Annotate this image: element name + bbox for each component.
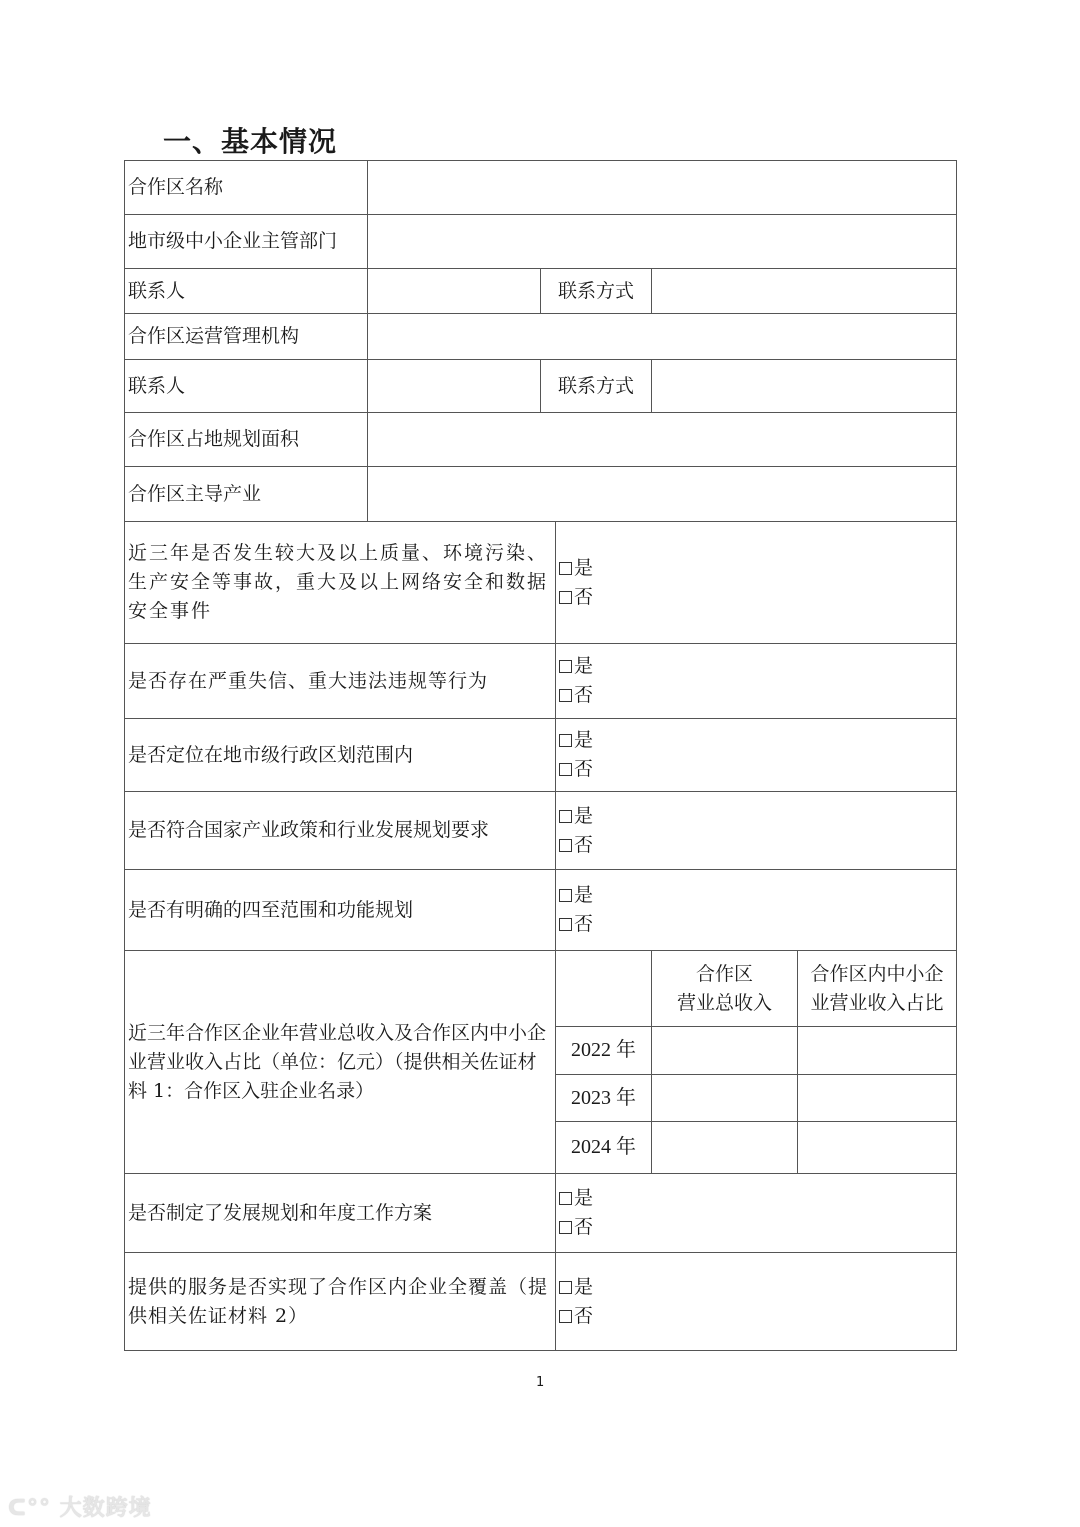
checkbox-yes[interactable]: 是: [559, 726, 593, 755]
revenue-header-total: 合作区 营业总收入: [651, 950, 798, 1027]
input-revenue-2023-total[interactable]: [651, 1074, 798, 1122]
revenue-header-sme-share: 合作区内中小企 业营业收入占比: [797, 950, 957, 1027]
answer-boundaries: [555, 869, 957, 951]
checkbox-no[interactable]: 否: [559, 1302, 593, 1331]
checkbox-no[interactable]: 否: [559, 910, 593, 939]
label-land-area: 合作区占地规划面积: [124, 412, 368, 467]
input-revenue-2024-total[interactable]: [651, 1121, 798, 1174]
input-operator[interactable]: [367, 313, 957, 360]
checkbox-icon: [559, 1221, 572, 1234]
revenue-header-blank: [555, 950, 652, 1027]
checkbox-icon: [559, 810, 572, 823]
input-revenue-2022-sme[interactable]: [797, 1026, 957, 1075]
answer-location: [555, 718, 957, 792]
input-zone-name[interactable]: [367, 160, 957, 215]
input-revenue-2023-sme[interactable]: [797, 1074, 957, 1122]
input-main-industry[interactable]: [367, 466, 957, 522]
page-number: 1: [536, 1375, 545, 1390]
input-revenue-2022-total[interactable]: [651, 1026, 798, 1075]
answer-policy: [555, 791, 957, 870]
logo-icon: ᑕ°°: [8, 1496, 51, 1521]
answer-service-coverage: [555, 1252, 957, 1351]
watermark-logo: ᑕ°° 大数跨境: [8, 1496, 152, 1521]
checkbox-icon: [559, 918, 572, 931]
label-authority: [124, 214, 368, 269]
label-authority-contact: 联系人: [124, 268, 368, 314]
checkbox-no[interactable]: 否: [559, 583, 593, 612]
input-operator-contact-method[interactable]: [651, 359, 957, 413]
checkbox-yes[interactable]: 是: [559, 652, 593, 681]
checkbox-yes[interactable]: 是: [559, 881, 593, 910]
question-service-coverage: 提供的服务是否实现了合作区内企业全覆盖（提供相关佐证材料 2）: [124, 1252, 556, 1351]
question-boundaries: 是否有明确的四至范围和功能规划: [124, 869, 556, 951]
checkbox-icon: [559, 689, 572, 702]
answer-accidents: [555, 521, 957, 644]
question-development-plan: 是否制定了发展规划和年度工作方案: [124, 1173, 556, 1253]
revenue-label: 近三年合作区企业年营业总收入及合作区内中小企业营业收入占比（单位：亿元）（提供相关佐证材料 1：合作区入驻企业名录）: [124, 950, 556, 1174]
checkbox-icon: [559, 839, 572, 852]
checkbox-icon: [559, 562, 572, 575]
section-title: 一、基本情况: [163, 125, 338, 158]
checkbox-icon: [559, 1192, 572, 1205]
checkbox-yes[interactable]: 是: [559, 1273, 593, 1302]
answer-dishonesty: [555, 643, 957, 719]
question-dishonesty: 是否存在严重失信、重大违法违规等行为: [124, 643, 556, 719]
revenue-year-2022: 2022 年: [555, 1026, 652, 1075]
label-main-industry: 合作区主导产业: [124, 466, 368, 522]
checkbox-yes[interactable]: 是: [559, 802, 593, 831]
checkbox-icon: [559, 763, 572, 776]
checkbox-icon: [559, 660, 572, 673]
checkbox-no[interactable]: 否: [559, 755, 593, 784]
checkbox-icon: [559, 889, 572, 902]
label-operator: 合作区运营管理机构: [124, 313, 368, 360]
input-authority-contact[interactable]: [367, 268, 541, 314]
checkbox-icon: [559, 591, 572, 604]
label-authority-contact-method: 联系方式: [540, 268, 652, 314]
label-text: 地市级中小企业主管部门: [128, 230, 338, 252]
checkbox-yes[interactable]: 是: [559, 554, 593, 583]
input-authority[interactable]: [367, 214, 957, 269]
checkbox-no[interactable]: 否: [559, 681, 593, 710]
checkbox-no[interactable]: 否: [559, 1213, 593, 1242]
question-accidents: 近三年是否发生较大及以上质量、环境污染、生产安全等事故，重大及以上网络安全和数据安全事件: [124, 521, 556, 644]
input-revenue-2024-sme[interactable]: [797, 1121, 957, 1174]
label-zone-name: [124, 160, 368, 215]
question-policy: 是否符合国家产业政策和行业发展规划要求: [124, 791, 556, 870]
checkbox-icon: [559, 1281, 572, 1294]
revenue-year-2023: 2023 年: [555, 1074, 652, 1122]
revenue-year-2024: 2024 年: [555, 1121, 652, 1174]
checkbox-icon: [559, 734, 572, 747]
label-operator-contact: 联系人: [124, 359, 368, 413]
checkbox-icon: [559, 1310, 572, 1323]
checkbox-no[interactable]: 否: [559, 831, 593, 860]
input-authority-contact-method[interactable]: [651, 268, 957, 314]
question-location: 是否定位在地市级行政区划范围内: [124, 718, 556, 792]
checkbox-yes[interactable]: 是: [559, 1184, 593, 1213]
label-text: 合作区名称: [128, 176, 224, 198]
answer-development-plan: [555, 1173, 957, 1253]
input-land-area[interactable]: [367, 412, 957, 467]
input-operator-contact[interactable]: [367, 359, 541, 413]
label-operator-contact-method: 联系方式: [540, 359, 652, 413]
